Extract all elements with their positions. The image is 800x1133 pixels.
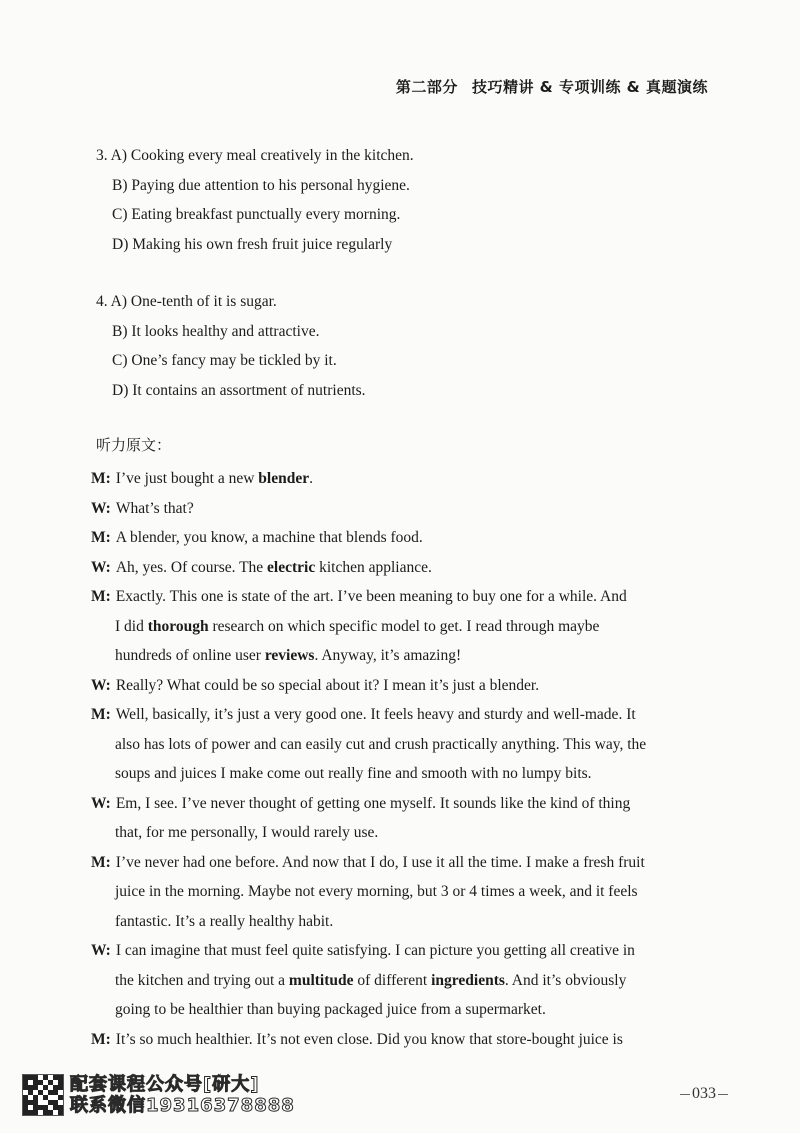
dialogue-continuation (91, 612, 703, 642)
speaker-label: M: (91, 1030, 111, 1048)
dialogue-text: I’ve never had one before. And now that I do, I use it all the time. I make a fresh fruit (115, 853, 645, 871)
text-segment: the kitchen and trying out a (115, 971, 289, 989)
page-number-text: 033 (692, 1085, 716, 1102)
q3-option-c: C) Eating breakfast punctually every morning. (112, 206, 401, 223)
text-segment: Ah, yes. Of course. The (115, 558, 268, 576)
text-segment: I’ve just bought a new (115, 470, 259, 487)
dialogue-continuation: fantastic. It’s a really healthy habit. (115, 912, 334, 930)
text-segment: of different (353, 971, 432, 989)
text-segment: I did (115, 617, 148, 635)
dialogue-text (116, 464, 703, 494)
dialogue-line (91, 671, 703, 701)
page-number (678, 1085, 730, 1103)
speaker-label: M: (91, 470, 111, 487)
transcript-title: 听力原文： (96, 436, 172, 454)
promo-watermark (22, 1074, 295, 1116)
speaker-label: W: (91, 942, 111, 959)
question-4 (96, 287, 366, 405)
dialogue-text: What’s that? (115, 499, 194, 517)
dialogue-line (91, 1025, 703, 1055)
dialogue-text: Exactly. This one is state of the art. I’ve been meaning to buy one for a while. And (115, 588, 627, 605)
q3-option-d: D) Making his own fresh fruit juice regularly (112, 235, 393, 253)
speaker-label: W: (91, 499, 111, 517)
keyword: electric (267, 558, 316, 576)
dialogue-continuation (91, 966, 703, 996)
running-header (396, 76, 708, 97)
dialogue-text: Em, I see. I’ve never thought of getting one myself. It sounds like the kind of thing (115, 794, 631, 812)
text-segment: . Anyway, it’s amazing! (314, 647, 462, 664)
q4-option-d: D) It contains an assortment of nutrients. (112, 381, 366, 399)
text-segment: hundreds of online user (115, 647, 265, 664)
dialogue-line (91, 553, 703, 583)
text-segment: . And it’s obviously (504, 971, 627, 989)
dialogue-line (91, 464, 703, 494)
dialogue-text: Well, basically, it’s just a very good one. It feels heavy and sturdy and well-made. It (115, 706, 636, 723)
speaker-label: M: (91, 529, 111, 546)
dialogue-line (91, 789, 703, 819)
q4-option-a: 4. A) One-tenth of it is sugar. (96, 293, 277, 310)
text-segment: . (309, 470, 313, 487)
header-part: 第二部分 (395, 78, 458, 96)
text-segment: kitchen appliance. (315, 558, 432, 576)
dialogue-line (91, 848, 703, 878)
dialogue-line (91, 700, 703, 730)
speaker-label: W: (91, 558, 111, 576)
keyword: reviews (264, 647, 315, 664)
dash-decoration (680, 1094, 690, 1095)
keyword: ingredients (431, 971, 505, 989)
keyword: thorough (147, 617, 209, 635)
text-segment: research on which specific model to get. I read through maybe (208, 617, 600, 635)
keyword: multitude (288, 971, 354, 989)
speaker-label: W: (91, 794, 111, 812)
dialogue-continuation: going to be healthier than buying packaged juice from a supermarket. (115, 1001, 546, 1018)
dialogue-line (91, 494, 703, 524)
transcript-dialogue (91, 464, 703, 1054)
q3-option-a: 3. A) Cooking every meal creatively in the kitchen. (96, 147, 414, 164)
promo-text (70, 1074, 295, 1116)
q4-option-c: C) One’s fancy may be tickled by it. (112, 352, 337, 369)
speaker-label: M: (91, 706, 111, 723)
speaker-label: M: (91, 588, 111, 605)
speaker-label: M: (91, 853, 111, 871)
speaker-label: W: (91, 676, 111, 694)
dialogue-line (91, 936, 703, 966)
dialogue-continuation (91, 641, 703, 671)
q3-option-b: B) Paying due attention to his personal hygiene. (112, 176, 410, 194)
qr-code-icon (22, 1074, 64, 1116)
dialogue-text: It’s so much healthier. It’s not even close. Did you know that store-bought juice is (115, 1030, 623, 1048)
header-subtitle: 技巧精讲 & 专项训练 & 真题演练 (471, 78, 708, 96)
dialogue-continuation: juice in the morning. Maybe not every morning, but 3 or 4 times a week, and it feels (115, 883, 638, 900)
dialogue-line (91, 523, 703, 553)
promo-line-2: 联系微信19316378888 (70, 1095, 295, 1116)
promo-line-1: 配套课程公众号[研大] (70, 1074, 260, 1095)
dash-decoration (718, 1094, 728, 1095)
dialogue-text: Really? What could be so special about it? I mean it’s just a blender. (115, 676, 540, 694)
keyword: blender (258, 470, 310, 487)
q4-option-b: B) It looks healthy and attractive. (112, 322, 320, 340)
dialogue-continuation: that, for me personally, I would rarely use. (115, 824, 379, 841)
question-3 (96, 141, 414, 259)
dialogue-text (116, 553, 703, 583)
dialogue-continuation: also has lots of power and can easily cut and crush practically anything. This way, the (115, 735, 647, 753)
dialogue-line (91, 582, 703, 612)
dialogue-continuation: soups and juices I make come out really fine and smooth with no lumpy bits. (115, 765, 592, 782)
dialogue-text: I can imagine that must feel quite satisfying. I can picture you getting all creative in (115, 942, 635, 959)
dialogue-text: A blender, you know, a machine that blends food. (115, 529, 423, 546)
